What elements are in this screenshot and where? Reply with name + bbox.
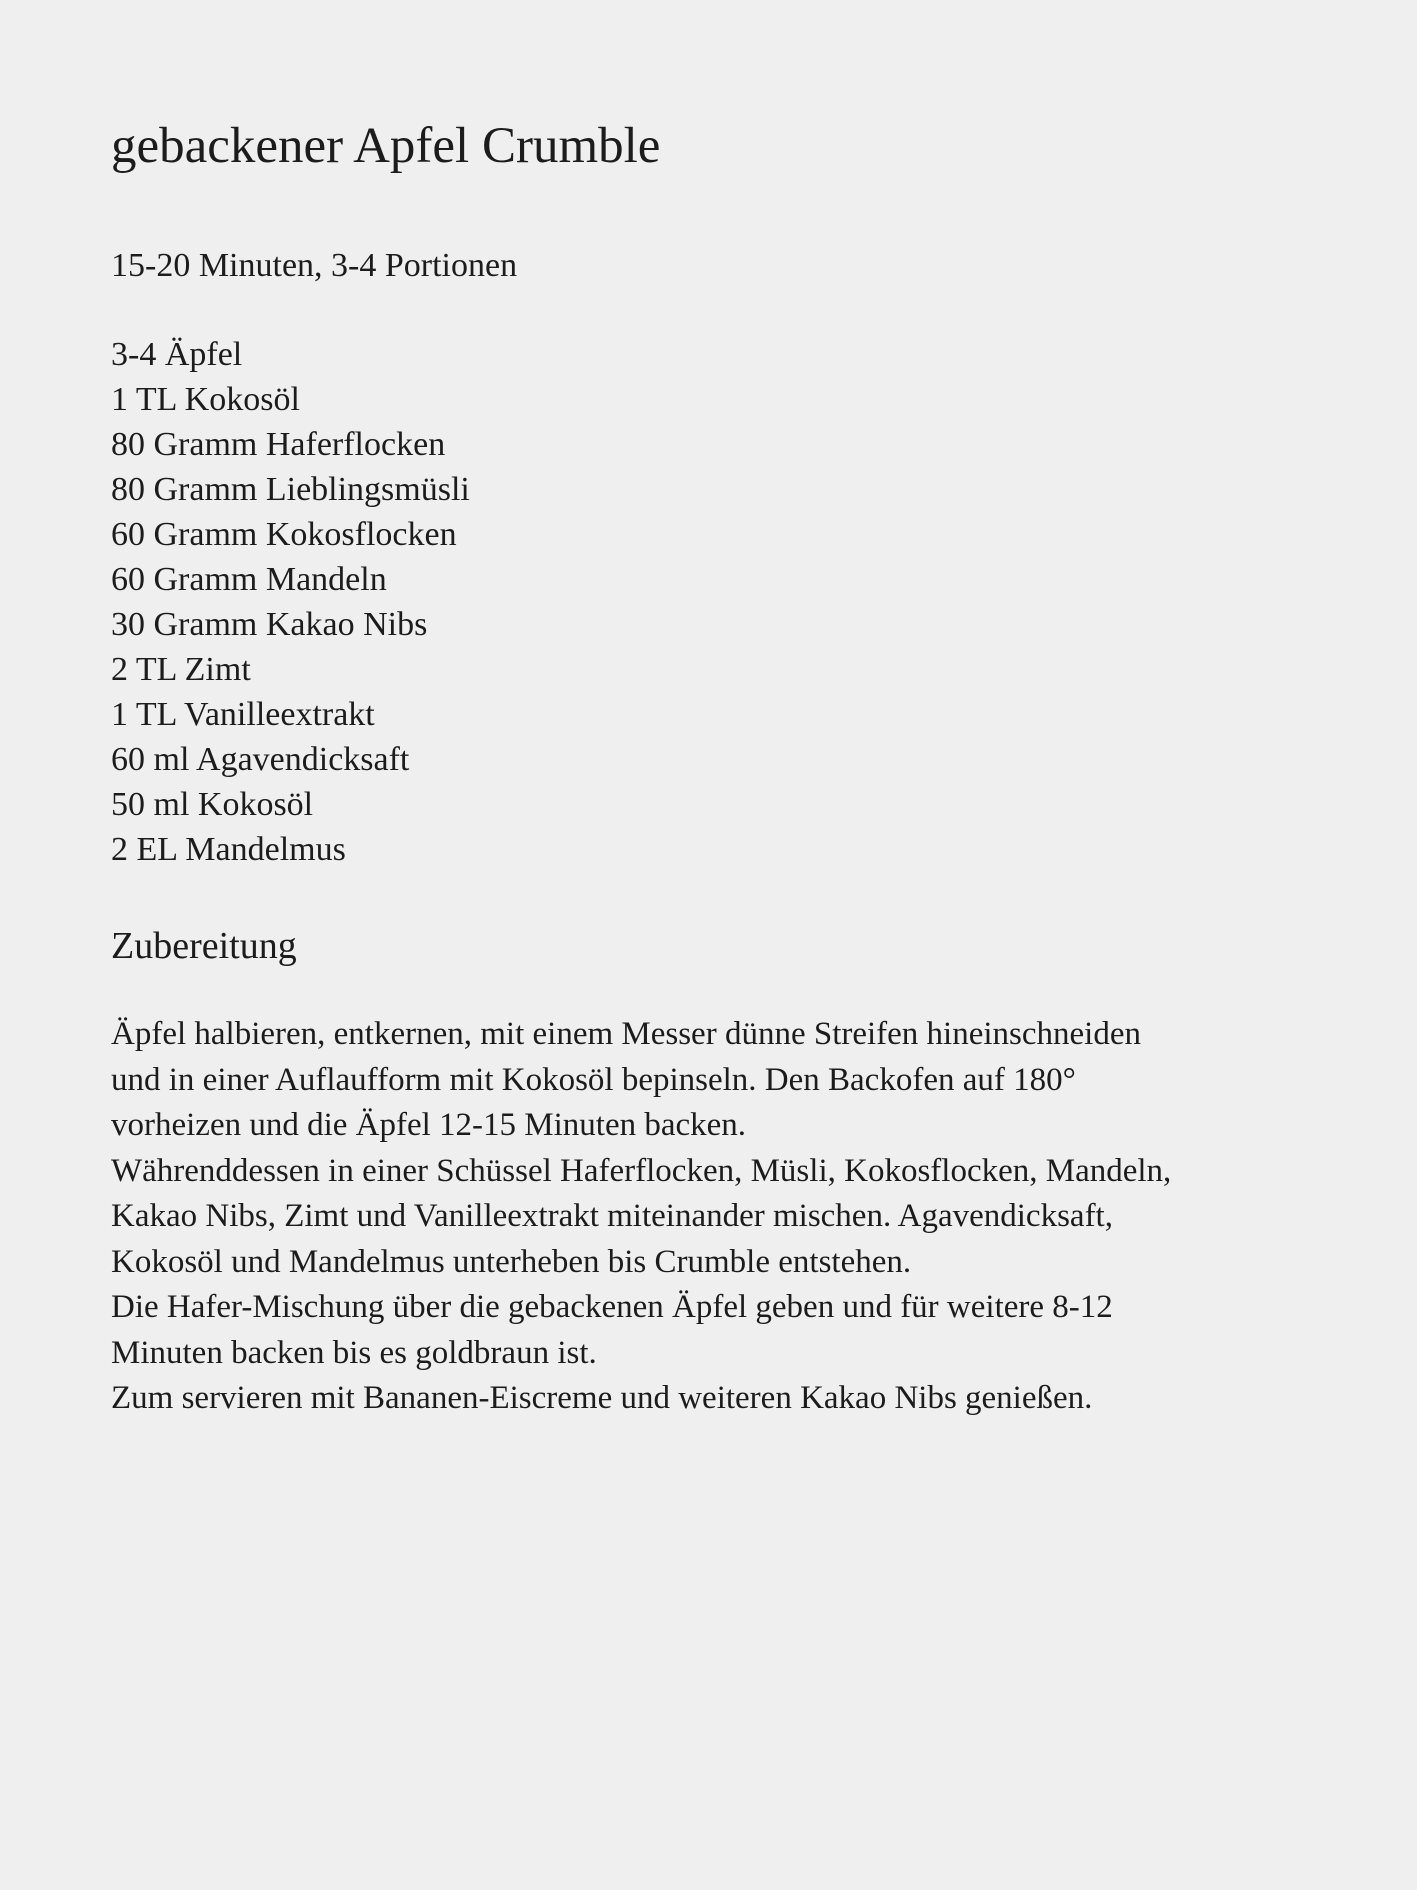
ingredient-item: 60 ml Agavendicksaft (111, 741, 410, 778)
preparation-line: Minuten backen bis es goldbraun ist. (111, 1334, 597, 1371)
preparation-line: Kokosöl und Mandelmus unterheben bis Crumble entstehen. (111, 1243, 912, 1280)
ingredient-item: 80 Gramm Lieblingsmüsli (111, 471, 470, 508)
preparation-heading: Zubereitung (111, 925, 297, 967)
ingredient-item: 50 ml Kokosöl (111, 786, 314, 823)
preparation-line: Währenddessen in einer Schüssel Haferflocken, Müsli, Kokosflocken, Mandeln, (111, 1152, 1172, 1189)
ingredients-list (111, 332, 470, 872)
recipe-meta: 15-20 Minuten, 3-4 Portionen (111, 247, 518, 284)
preparation-line: Kakao Nibs, Zimt und Vanilleextrakt miteinander mischen. Agavendicksaft, (111, 1198, 1113, 1234)
ingredient-item: 2 EL Mandelmus (111, 831, 346, 868)
ingredient-item: 60 Gramm Kokosflocken (111, 516, 457, 553)
ingredient-item: 1 TL Vanilleextrakt (111, 696, 375, 733)
preparation-text (111, 1012, 1171, 1422)
recipe-title: gebackener Apfel Crumble (111, 118, 661, 174)
ingredient-item: 80 Gramm Haferflocken (111, 426, 446, 463)
ingredient-item: 60 Gramm Mandeln (111, 561, 387, 598)
preparation-line: Die Hafer-Mischung über die gebackenen Äpfel geben und für weitere 8-12 (111, 1289, 1113, 1325)
ingredient-item: 30 Gramm Kakao Nibs (111, 606, 428, 643)
preparation-line: und in einer Auflaufform mit Kokosöl bepinseln. Den Backofen auf 180° (111, 1061, 1076, 1098)
preparation-line: Äpfel halbieren, entkernen, mit einem Messer dünne Streifen hineinschneiden (111, 1016, 1141, 1052)
preparation-line: Zum servieren mit Bananen-Eiscreme und weiteren Kakao Nibs genießen. (111, 1380, 1093, 1416)
ingredient-item: 3-4 Äpfel (111, 336, 243, 373)
ingredient-item: 2 TL Zimt (111, 651, 251, 688)
preparation-line: vorheizen und die Äpfel 12-15 Minuten backen. (111, 1107, 747, 1143)
ingredient-item: 1 TL Kokosöl (111, 381, 300, 418)
